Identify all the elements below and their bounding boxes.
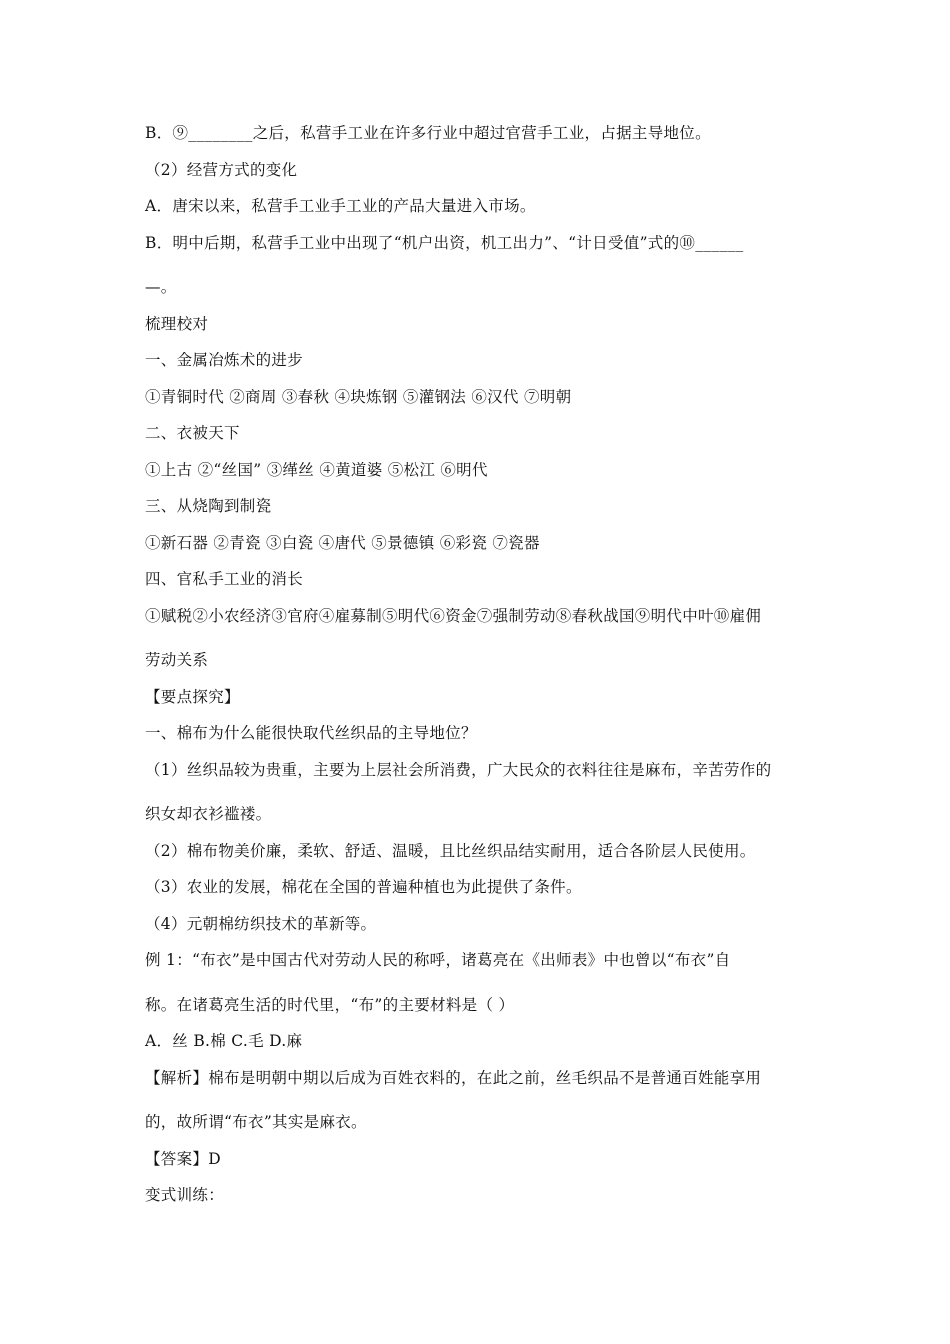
text-line: ①赋税②小农经济③官府④雇募制⑤明代⑥资金⑦强制劳动⑧春秋战国⑨明代中叶⑩雇佣 [145,606,762,625]
text-line: A．丝 B.棉 C.毛 D.麻 [145,1032,303,1050]
text-line: 一、棉布为什么能很快取代丝织品的主导地位？ [145,724,477,742]
text-line: 称。在诸葛亮生活的时代里，“布”的主要材料是（ ） [145,995,515,1014]
text-line: 三、从烧陶到制瓷 [145,497,272,515]
text-line: （1）丝织品较为贵重，主要为上层社会所消费，广大民众的衣料往往是麻布，辛苦劳作的 [145,760,772,779]
text-line: 变式训练： [145,1186,225,1204]
text-line: 梳理校对 [145,314,209,333]
text-line: 【要点探究】 [145,687,240,706]
text-line: A．唐宋以来，私营手工业手工业的产品大量进入市场。 [145,197,536,215]
text-line: ①新石器 ②青瓷 ③白瓷 ④唐代 ⑤景德镇 ⑥彩瓷 ⑦瓷器 [145,533,540,552]
text-line: （3）农业的发展，棉花在全国的普遍种植也为此提供了条件。 [145,878,582,896]
text-line: 劳动关系 [145,651,209,669]
text-line: （2）经营方式的变化 [145,160,298,179]
text-line: （2）棉布物美价廉，柔软、舒适、温暖，且比丝织品结实耐用，适合各阶层人民使用。 [145,841,756,860]
text-line: 例 1：“布衣”是中国古代对劳动人民的称呼，诸葛亮在《出师表》中也曾以“布衣”自 [145,951,731,969]
text-line: 一、金属冶炼术的进步 [145,351,304,369]
text-line: 四、官私手工业的消长 [145,570,304,588]
text-line: B．⑨________之后，私营手工业在许多行业中超过官营手工业，占据主导地位。 [145,124,711,142]
text-line: ①青铜时代 ②商周 ③春秋 ④块炼钢 ⑤灌钢法 ⑥汉代 ⑦明朝 [145,387,572,406]
text-line: （4）元朝棉纺织技术的革新等。 [145,914,377,933]
text-line: ①上古 ②“丝国” ③缂丝 ④黄道婆 ⑤松江 ⑥明代 [145,460,488,479]
text-line: B．明中后期，私营手工业中出现了“机户出资，机工出力”、“计日受值”式的⑩______ [145,233,744,252]
text-line: 【解析】棉布是明朝中期以后成为百姓衣料的，在此之前，丝毛织品不是普通百姓能享用 [145,1068,762,1087]
text-line: 【答案】D [145,1149,221,1168]
text-line: —。 [145,278,177,296]
text-line: 织女却衣衫褴褛。 [145,805,272,823]
text-line: 二、衣被天下 [145,424,240,442]
text-line: 的，故所谓“布衣”其实是麻衣。 [145,1113,367,1131]
